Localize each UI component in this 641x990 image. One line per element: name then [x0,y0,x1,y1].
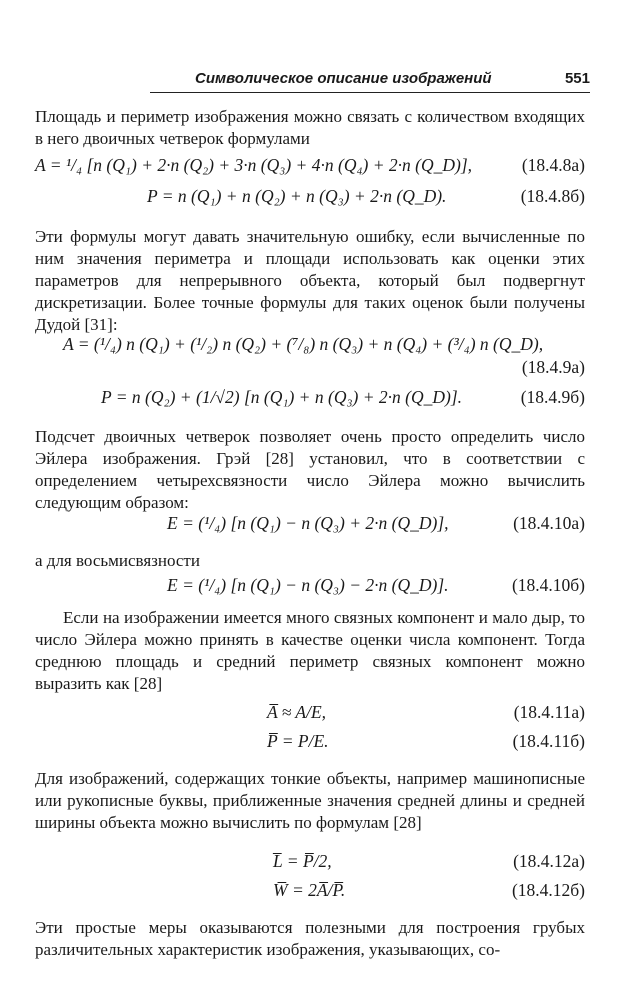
equation-expression: P̅ = P/E. [267,731,329,751]
page-number: 551 [564,70,590,87]
equation-18-4-10a [35,513,585,537]
paragraph-components: Если на изображении имеется много связных компонент и мало дыр, то число Эйлера можно принять в качестве оценки числа компонент. Тогда среднюю площадь и средний периметр связных компонент можно выразить как [28] [35,608,585,693]
equation-expression: E = (¹/₄) [n (Q₁) − n (Q₃) − 2·n (Q_D)]. [167,575,449,595]
equation-expression: P = n (Q₁) + n (Q₂) + n (Q₃) + 2·n (Q_D). [147,186,447,206]
equation-number: (18.4.8а) [521,155,585,175]
equation-18-4-11b [35,731,585,755]
equation-expression: A = ¹/₄ [n (Q₁) + 2·n (Q₂) + 3·n (Q₃) + 4·n (Q₄) + 2·n (Q_D)], [35,155,473,175]
running-title: Символическое описание изображений [195,70,492,87]
equation-expression: E = (¹/₄) [n (Q₁) − n (Q₃) + 2·n (Q_D)], [167,513,449,533]
paragraph-thin-objects: Для изображений, содержащих тонкие объекты, например машинописные или рукописные буквы, приближенные значения средней длины и средней ширины объекта можно вычислить по формулам [28] [35,769,585,832]
equation-number: (18.4.12а) [513,851,585,871]
paragraph-intro: Площадь и периметр изображения можно связать с количеством входящих в него двоичных четверок формулами [35,107,585,148]
equation-18-4-10b [35,575,585,599]
paragraph-conclusion: Эти простые меры оказываются полезными для построения грубых различительных характеристик изображения, указывающих, со- [35,918,585,959]
paragraph-euler: Подсчет двоичных четверок позволяет очень просто определить число Эйлера изображения. Грэй [28] установил, что в соответствии с определением четырехсвязности число Эйлера можно вычислить следующим образом: [35,427,585,512]
equation-18-4-12b [35,880,585,904]
equation-18-4-9b [35,387,585,411]
running-header [150,70,590,93]
equation-18-4-9a [35,334,585,358]
paragraph-accuracy: Эти формулы могут давать значительную ошибку, если вычисленные по ним значения периметра и площади использовать как оценки этих параметров для непрерывного объекта, который был подвергнут дискретизации. Более точные формулы для таких оценок были получены Дудой [31]: [35,227,585,334]
equation-number: (18.4.11а) [513,702,585,722]
equation-number-18-4-9a: (18.4.9а) [521,357,585,377]
equation-18-4-8b [35,186,585,210]
equation-expression: L̅ = P̅/2, [273,851,332,871]
equation-number: (18.4.12б) [511,880,585,900]
equation-expression: P = n (Q₂) + (1/√2) [n (Q₁) + n (Q₃) + 2·n (Q_D)]. [101,387,463,407]
equation-expression: A = (¹/₄) n (Q₁) + (¹/₂) n (Q₂) + (⁷/₈) n (Q₃) + n (Q₄) + (³/₄) n (Q_D), [63,334,544,354]
equation-number: (18.4.11б) [512,731,585,751]
equation-expression: W̅ = 2A̅/P̅. [273,880,346,900]
equation-number: (18.4.10а) [513,513,585,533]
equation-18-4-8a [35,155,585,179]
equation-18-4-11a [35,702,585,726]
equation-number: (18.4.9б) [520,387,585,407]
equation-number: (18.4.8б) [520,186,585,206]
equation-number: (18.4.10б) [511,575,585,595]
equation-expression: A̅ ≈ A/E, [267,702,327,722]
equation-18-4-12a [35,851,585,875]
paragraph-eight-connectivity: а для восьмисвязности [35,551,200,570]
